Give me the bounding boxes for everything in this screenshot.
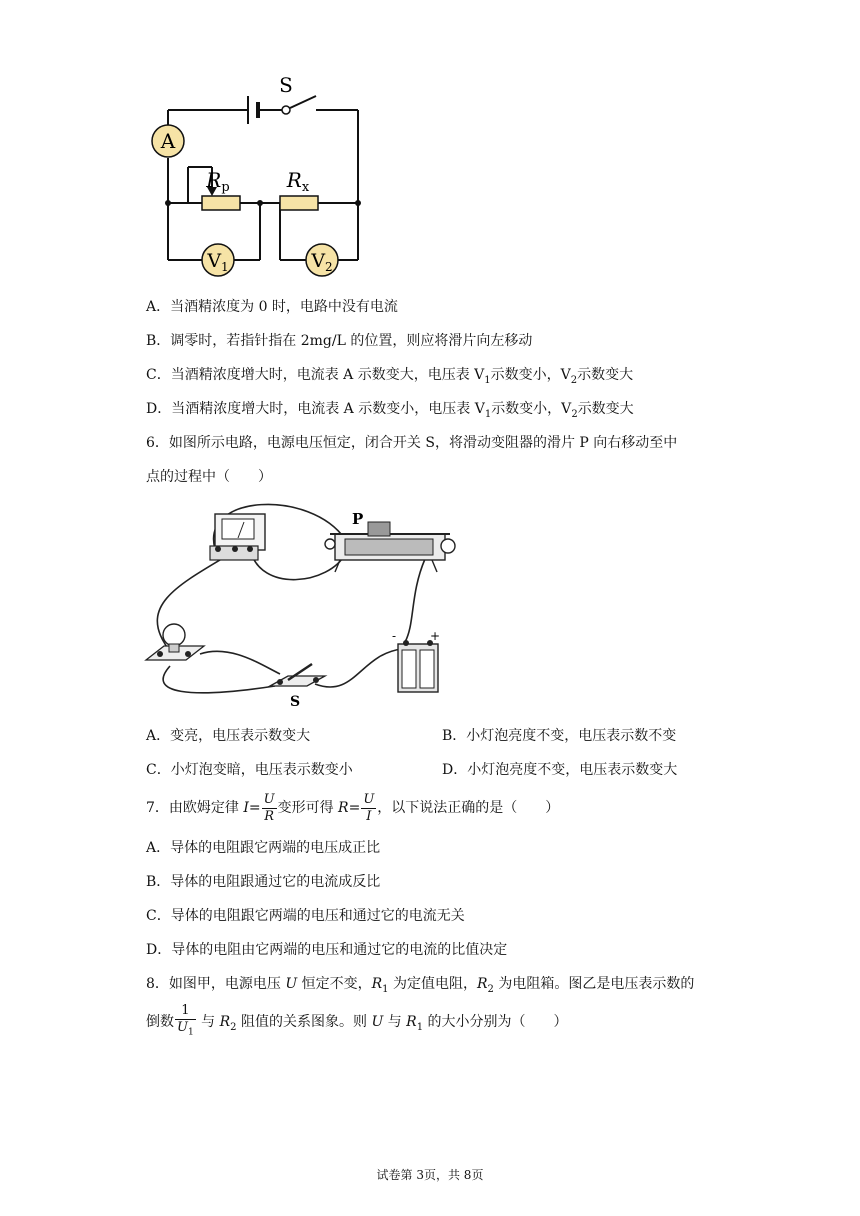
v2-label: V bbox=[311, 250, 326, 272]
q8-text: 的大小分别为（ ） bbox=[423, 1014, 568, 1030]
option-text: ．小灯泡变暗，电压表示数变小 bbox=[156, 762, 353, 778]
option-text: 示数变大 bbox=[577, 367, 634, 383]
voltmeter-device bbox=[210, 514, 265, 560]
fraction-u-over-r bbox=[262, 792, 277, 825]
subscript: 1 bbox=[187, 1027, 194, 1038]
option-letter: D bbox=[442, 762, 454, 778]
option-letter: C bbox=[146, 762, 157, 778]
rheostat-rp bbox=[202, 196, 240, 210]
q8-var: U bbox=[371, 1014, 384, 1030]
denominator bbox=[175, 1020, 196, 1041]
q5-option-c bbox=[146, 365, 633, 391]
circuit-diagram-breathalyzer bbox=[140, 70, 380, 280]
physical-circuit-figure bbox=[140, 494, 460, 710]
q6-stem-line2: 点的过程中（ ） bbox=[146, 469, 272, 485]
option-letter: C bbox=[146, 908, 157, 924]
subscript: 2 bbox=[571, 408, 578, 420]
subscript: 2 bbox=[230, 1021, 237, 1033]
switch-device bbox=[270, 664, 325, 686]
option-letter: A bbox=[146, 299, 157, 315]
v1-label: V bbox=[207, 250, 222, 272]
option-letter: C bbox=[146, 367, 157, 383]
option-letter: A bbox=[146, 728, 157, 744]
option-text: ．导体的电阻跟通过它的电流成反比 bbox=[156, 874, 381, 890]
q6-stem-line1: 6．如图所示电路，电源电压恒定，闭合开关 S，将滑动变阻器的滑片 P 向右移动至中 bbox=[146, 435, 678, 451]
q7-stem bbox=[146, 790, 559, 826]
option-text: ．当酒精浓度增大时，电流表 A 示数变大，电压表 V bbox=[156, 367, 485, 383]
q8-var: R bbox=[406, 1014, 417, 1030]
option-letter: D bbox=[146, 401, 158, 417]
q7-var-i: I bbox=[243, 800, 249, 816]
lamp-device bbox=[146, 624, 204, 660]
q8-text: 与 bbox=[383, 1014, 407, 1030]
numerator: U bbox=[263, 791, 275, 807]
rp-sub: p bbox=[221, 180, 230, 195]
rp-label: R bbox=[206, 168, 222, 192]
q6-option-b bbox=[442, 726, 676, 746]
option-text: ．导体的电阻跟它两端的电压成正比 bbox=[156, 840, 381, 856]
battery-plus: + bbox=[430, 629, 441, 643]
rx-sub: x bbox=[301, 180, 310, 195]
svg-text:Rx bbox=[286, 168, 310, 195]
q5-option-a bbox=[146, 297, 398, 317]
battery-minus: - bbox=[392, 629, 397, 643]
q8-text: 阻值的关系图象。则 bbox=[236, 1014, 372, 1030]
numerator: 1 bbox=[175, 1003, 196, 1020]
q8-var: R bbox=[219, 1014, 231, 1030]
q7-post: ，以下说法正确的是（ ） bbox=[377, 800, 560, 816]
v1-sub: 1 bbox=[221, 260, 229, 274]
fraction-one-over-u1 bbox=[175, 1003, 196, 1041]
fraction-u-over-i bbox=[361, 792, 376, 825]
denominator-var: U bbox=[177, 1020, 188, 1036]
denominator: I bbox=[366, 808, 372, 824]
q8-text: 与 bbox=[196, 1014, 220, 1030]
q7-eq2: = bbox=[348, 800, 361, 816]
numerator: U bbox=[363, 791, 375, 807]
q7-option-a bbox=[146, 838, 380, 858]
q8-text: 为定值电阻， bbox=[388, 976, 477, 992]
v2-sub: 2 bbox=[325, 260, 333, 274]
rx-label: R bbox=[286, 168, 302, 192]
ammeter-label: A bbox=[160, 129, 176, 153]
rheostat-device bbox=[325, 522, 455, 572]
q8-stem-line2 bbox=[146, 1002, 568, 1048]
q7-eq: = bbox=[248, 800, 261, 816]
option-text: ．导体的电阻跟它两端的电压和通过它的电流无关 bbox=[156, 908, 465, 924]
resistor-rx bbox=[280, 196, 318, 210]
q8-var: U bbox=[285, 976, 298, 992]
option-text: 示数变小，V bbox=[491, 401, 572, 417]
subscript: 2 bbox=[570, 374, 578, 386]
slider-label-p: P bbox=[352, 510, 364, 528]
subscript: 1 bbox=[484, 374, 491, 386]
q5-option-d bbox=[146, 399, 634, 425]
option-letter: A bbox=[146, 840, 157, 856]
option-text: ．当酒精浓度为 0 时，电路中没有电流 bbox=[156, 299, 398, 315]
subscript: 1 bbox=[382, 983, 389, 995]
page-footer: 试卷第 3页，共 8页 bbox=[376, 1168, 484, 1182]
denominator: R bbox=[264, 808, 274, 824]
q7-mid: 变形可得 bbox=[277, 800, 339, 816]
subscript: 1 bbox=[416, 1021, 424, 1033]
switch-label: S bbox=[279, 73, 293, 97]
switch-label-s: S bbox=[290, 694, 301, 710]
q8-text: 为电阻箱。图乙是电压表示数的 bbox=[493, 976, 695, 992]
option-text: 示数变小，V bbox=[490, 367, 571, 383]
option-letter: B bbox=[442, 728, 453, 744]
q8-var: R bbox=[477, 976, 488, 992]
switch-contact bbox=[282, 106, 290, 114]
option-letter: B bbox=[146, 333, 157, 349]
option-text: ．小灯泡亮度不变，电压表示数不变 bbox=[452, 728, 677, 744]
q7-var-r: R bbox=[338, 800, 349, 816]
option-text: ．当酒精浓度增大时，电流表 A 示数变小，电压表 V bbox=[157, 401, 485, 417]
q8-var: R bbox=[371, 976, 383, 992]
svg-text:Rp bbox=[205, 168, 229, 195]
q6-option-a bbox=[146, 726, 310, 746]
option-text: ．小灯泡亮度不变，电压表示数变大 bbox=[453, 762, 678, 778]
q8-text: 恒定不变， bbox=[297, 976, 372, 992]
battery-device bbox=[398, 640, 438, 692]
subscript: 1 bbox=[484, 408, 492, 420]
q7-option-c bbox=[146, 906, 465, 926]
option-text: 示数变大 bbox=[577, 401, 634, 417]
option-text: ．变亮，电压表示数变大 bbox=[156, 728, 311, 744]
q8-text: 8．如图甲，电源电压 bbox=[146, 976, 286, 992]
q8-stem-line1 bbox=[146, 974, 694, 1000]
option-text: ．导体的电阻由它两端的电压和通过它的电流的比值决定 bbox=[157, 942, 508, 958]
option-letter: D bbox=[146, 942, 158, 958]
q5-option-b bbox=[146, 331, 532, 351]
q7-option-d bbox=[146, 940, 507, 960]
option-text: ．调零时，若指针指在 2mg/L 的位置，则应将滑片向左移动 bbox=[156, 333, 533, 349]
q6-option-c bbox=[146, 760, 353, 780]
q7-option-b bbox=[146, 872, 380, 892]
subscript: 2 bbox=[487, 983, 494, 995]
option-letter: B bbox=[146, 874, 157, 890]
q6-option-d bbox=[442, 760, 677, 780]
q8-text: 倒数 bbox=[146, 1014, 174, 1030]
q7-pre: 7．由欧姆定律 bbox=[146, 800, 244, 816]
